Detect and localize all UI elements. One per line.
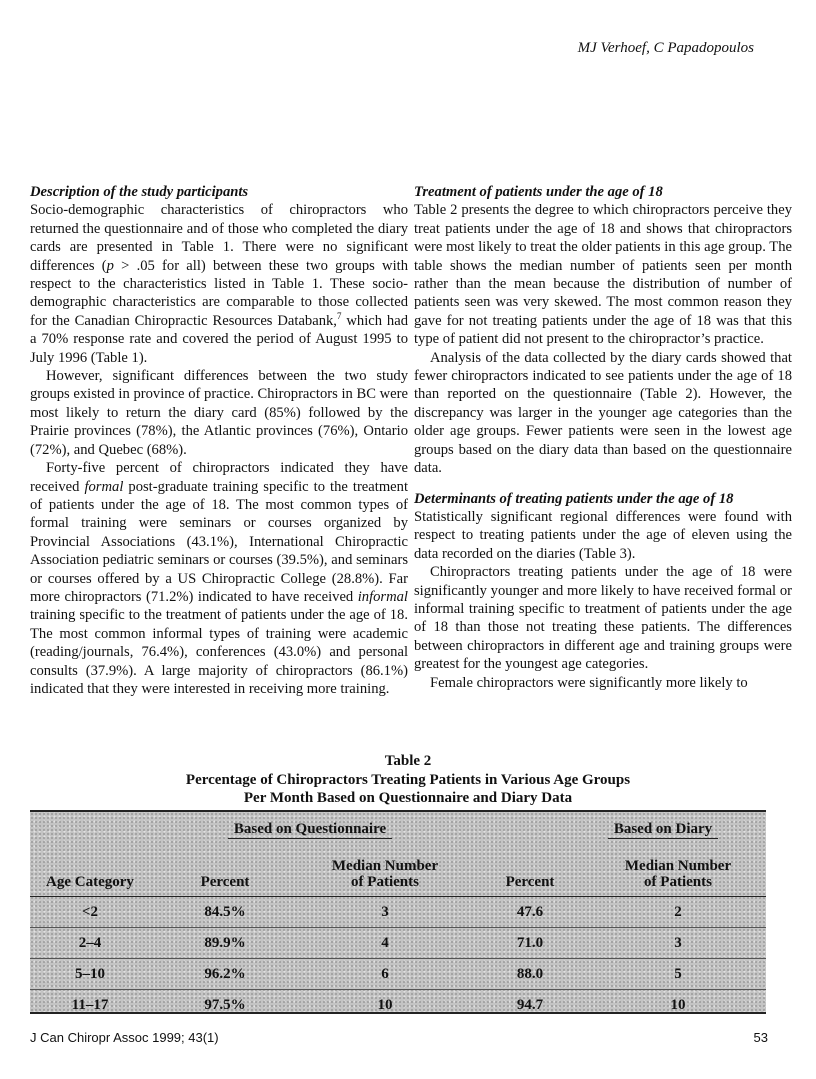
cell-median-q: 3 [381, 903, 389, 920]
cell-median-d: 10 [590, 990, 766, 1021]
cell-percent-q: 97.5% [150, 990, 300, 1021]
group-header-diary: Based on Diary [470, 812, 766, 846]
table-title-line1: Percentage of Chiropractors Treating Patients in Various Age Groups [185, 771, 631, 788]
cell-percent-d: 71.0 [470, 928, 590, 959]
cell-age: <2 [81, 903, 99, 920]
column-header-percent-questionnaire: Percent [150, 846, 300, 897]
column-header-median-questionnaire: Median Number of Patients [300, 846, 470, 897]
column-header-age: Age Category [30, 846, 150, 897]
cell-median-q: 6 [300, 959, 470, 990]
left-column [30, 183, 408, 698]
paragraph: Female chiropractors were significantly more likely to [430, 674, 748, 691]
paragraph: Chiropractors treating patients under the age of 18 were significantly younger and more likely to have received formal or informal training specific to treatment of patients under the age of 18 than those not treating these patients. The differences between chiropractors in different age and training groups were greatest for the youngest age categories. [414, 564, 792, 673]
paragraph: Forty-five percent of chiropractors indicated they have received formal post-graduate training specific to the treatment of patients under the age of 18. The most common types of formal training were seminars or courses organized by Provincial Associations (43.1%), International Chiropractic Association pediatric seminars or courses (39.5%), and seminars or courses offered by a US Chiropractic College (28.8%). Far more chiropractors (71.2%) indicated to have received informal training specific to the treatment of patients under the age of 18. The most common informal types of training were academic (reading/journals, 76.4%), conferences (43.0%) and personal consults (37.9%). A large majority of chiropractors (86.1%) indicated that they were interested in receiving more training. [30, 460, 408, 697]
table-row [30, 990, 766, 1021]
cell-median-d: 2 [674, 903, 682, 920]
section-heading-treatment: Treatment of patients under the age of 18 [414, 184, 663, 200]
cell-median-d: 3 [590, 928, 766, 959]
journal-citation: J Can Chiropr Assoc 1999; 43(1) [30, 1030, 219, 1045]
running-head: MJ Verhoef, C Papadopoulos [577, 40, 754, 56]
section-heading-study-participants: Description of the study participants [30, 184, 249, 200]
cell-percent-q: 89.9% [150, 928, 300, 959]
cell-percent-q: 84.5% [204, 903, 246, 920]
cell-percent-d: 88.0 [470, 959, 590, 990]
data-table [30, 810, 766, 1014]
table-label: Table 2 [384, 753, 432, 769]
table-caption [30, 752, 786, 808]
cell-median-d: 5 [590, 959, 766, 990]
section-heading-determinants: Determinants of treating patients under the age of 18 [414, 490, 734, 507]
table-row [30, 897, 766, 928]
cell-age: 2–4 [30, 928, 150, 959]
cell-percent-q: 96.2% [150, 959, 300, 990]
paragraph: Socio-demographic characteristics of chiropractors who returned the questionnaire and of those who completed the diary cards are presented in Table 1. There were no significant differences (p > .05 for all) between these two groups with respect to the characteristics listed in Table 1. These socio-demographic characteristics are comparable to those collected for the Canadian Chiropractic Resources Databank,$^7$ which had a 70% response rate and covered the period of August 1995 to July 1996 (Table 1). [30, 202, 408, 366]
table-row [30, 928, 766, 959]
cell-percent-d: 47.6 [516, 903, 544, 920]
table-title-line2: Per Month Based on Questionnaire and Diary Data [243, 790, 573, 806]
column-header-median-diary: Median Number of Patients [590, 846, 766, 897]
page-number: 53 [753, 1030, 768, 1045]
paragraph: Analysis of the data collected by the diary cards showed that fewer chiropractors indicated to see patients under the age of 18 than reported on the questionnaire (Table 2). However, the discrepancy was larger in the younger age categories than the older age groups. Fewer patients were seen in the lowest age groups based on the diary data than based on the questionnaire data. [414, 349, 792, 477]
cell-median-q: 4 [300, 928, 470, 959]
cell-median-q: 10 [300, 990, 470, 1021]
table-row [30, 959, 766, 990]
right-column [414, 183, 792, 692]
paragraph: Statistically significant regional differences were found with respect to treating patients under the age of eleven using the data recorded on the diaries (Table 3). [414, 508, 792, 562]
cell-age: 5–10 [30, 959, 150, 990]
paragraph: Table 2 presents the degree to which chiropractors perceive they treat patients under the age of 18 and shows that chiropractors were most likely to treat the older patients in this age group. The table shows the median number of patients seen per month rather than the mean because the distribution of number of patients seen was very skewed. The most common reason they gave for not treating patients under the age of 18 was that this type of patient did not present to the chiropractor’s practice. [414, 202, 792, 348]
group-header-questionnaire: Based on Questionnaire [150, 812, 470, 846]
column-header-percent-diary: Percent [470, 846, 590, 897]
paragraph: However, significant differences between the two study groups existed in province of practice. Chiropractors in BC were most likely to return the diary card (85%) followed by the Prairie provinces (78%), the Atlantic provinces (76%), Ontario (72%), and Quebec (68%). [30, 368, 408, 458]
cell-percent-d: 94.7 [470, 990, 590, 1021]
cell-age: 11–17 [30, 990, 150, 1021]
